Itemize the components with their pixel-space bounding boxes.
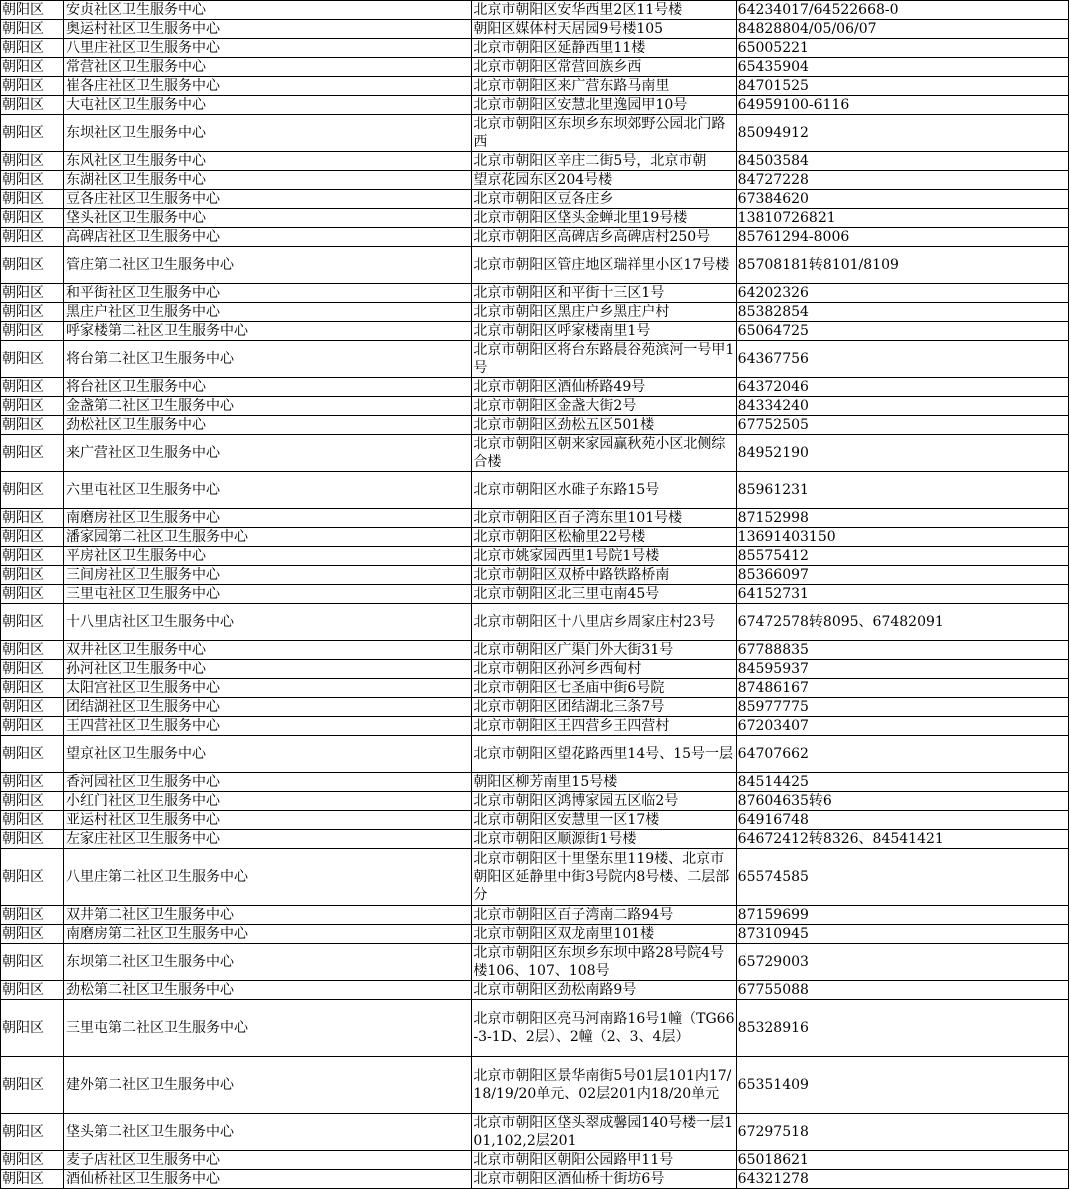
- table-row: [1, 604, 1069, 641]
- center-name-cell: 劲松社区卫生服务中心: [64, 416, 472, 435]
- center-name-cell: 南磨房社区卫生服务中心: [64, 509, 472, 528]
- district-cell: 朝阳区: [1, 1057, 64, 1114]
- phone-cell: 85366097: [736, 566, 1068, 585]
- phone-cell: 65064725: [736, 322, 1068, 341]
- table-row: [1, 303, 1069, 322]
- address-cell: 北京市朝阳区亮马河南路16号1幢（TG66-3-1D、2层）、2幢（2、3、4层）: [472, 1000, 736, 1057]
- center-name-cell: 团结湖社区卫生服务中心: [64, 698, 472, 717]
- district-cell: 朝阳区: [1, 284, 64, 303]
- phone-cell: 84514425: [736, 773, 1068, 792]
- center-name-cell: 潘家园第二社区卫生服务中心: [64, 528, 472, 547]
- district-cell: 朝阳区: [1, 585, 64, 604]
- center-name-cell: 黑庄户社区卫生服务中心: [64, 303, 472, 322]
- table-row: [1, 322, 1069, 341]
- district-cell: 朝阳区: [1, 830, 64, 849]
- center-name-cell: 金盏第二社区卫生服务中心: [64, 397, 472, 416]
- table-row: [1, 209, 1069, 228]
- phone-cell: 67384620: [736, 190, 1068, 209]
- phone-cell: 85575412: [736, 547, 1068, 566]
- district-cell: 朝阳区: [1, 509, 64, 528]
- center-name-cell: 东坝第二社区卫生服务中心: [64, 944, 472, 981]
- center-name-cell: 呼家楼第二社区卫生服务中心: [64, 322, 472, 341]
- center-name-cell: 太阳宫社区卫生服务中心: [64, 679, 472, 698]
- address-cell: 北京市朝阳区广渠门外大街31号: [472, 641, 736, 660]
- district-cell: 朝阳区: [1, 171, 64, 190]
- address-cell: 北京市朝阳区安华西里2区11号楼: [472, 1, 736, 20]
- district-cell: 朝阳区: [1, 472, 64, 509]
- table-row: [1, 1057, 1069, 1114]
- table-row: [1, 830, 1069, 849]
- phone-cell: 64372046: [736, 378, 1068, 397]
- center-name-cell: 垡头社区卫生服务中心: [64, 209, 472, 228]
- address-cell: 北京市朝阳区团结湖北三条7号: [472, 698, 736, 717]
- table-row: [1, 698, 1069, 717]
- district-cell: 朝阳区: [1, 679, 64, 698]
- address-cell: 北京市朝阳区东坝乡东坝中路28号院4号楼106、107、108号: [472, 944, 736, 981]
- phone-cell: 84334240: [736, 397, 1068, 416]
- phone-cell: 65018621: [736, 1151, 1068, 1170]
- district-cell: 朝阳区: [1, 20, 64, 39]
- phone-cell: 85382854: [736, 303, 1068, 322]
- address-cell: 北京市朝阳区金盏大街2号: [472, 397, 736, 416]
- address-cell: 北京市朝阳区和平街十三区1号: [472, 284, 736, 303]
- address-cell: 北京市朝阳区垡头金蝉北里19号楼: [472, 209, 736, 228]
- address-cell: 北京市朝阳区酒仙桥路49号: [472, 378, 736, 397]
- district-cell: 朝阳区: [1, 981, 64, 1000]
- district-cell: 朝阳区: [1, 416, 64, 435]
- address-cell: 北京市朝阳区辛庄二街5号，北京市朝: [472, 152, 736, 171]
- phone-cell: 65435904: [736, 58, 1068, 77]
- phone-cell: 87159699: [736, 906, 1068, 925]
- address-cell: 北京市朝阳区酒仙桥十街坊6号: [472, 1170, 736, 1189]
- district-cell: 朝阳区: [1, 77, 64, 96]
- phone-cell: 65574585: [736, 849, 1068, 906]
- table-row: [1, 717, 1069, 736]
- center-name-cell: 双井第二社区卫生服务中心: [64, 906, 472, 925]
- center-name-cell: 香河园社区卫生服务中心: [64, 773, 472, 792]
- center-name-cell: 亚运村社区卫生服务中心: [64, 811, 472, 830]
- address-cell: 北京市朝阳区东坝乡东坝郊野公园北门路西: [472, 115, 736, 152]
- address-cell: 北京市朝阳区百子湾东里101号楼: [472, 509, 736, 528]
- table-row: [1, 849, 1069, 906]
- district-cell: 朝阳区: [1, 322, 64, 341]
- district-cell: 朝阳区: [1, 849, 64, 906]
- district-cell: 朝阳区: [1, 547, 64, 566]
- phone-cell: 87152998: [736, 509, 1068, 528]
- district-cell: 朝阳区: [1, 435, 64, 472]
- table-row: [1, 341, 1069, 378]
- phone-cell: 13810726821: [736, 209, 1068, 228]
- table-row: [1, 660, 1069, 679]
- address-cell: 朝阳区柳芳南里15号楼: [472, 773, 736, 792]
- phone-cell: 85708181转8101/8109: [736, 247, 1068, 284]
- district-cell: 朝阳区: [1, 190, 64, 209]
- phone-cell: 67788835: [736, 641, 1068, 660]
- address-cell: 北京市朝阳区孙河乡西甸村: [472, 660, 736, 679]
- phone-cell: 67472578转8095、67482091: [736, 604, 1068, 641]
- district-cell: 朝阳区: [1, 228, 64, 247]
- table-row: [1, 472, 1069, 509]
- district-cell: 朝阳区: [1, 1151, 64, 1170]
- table-row: [1, 906, 1069, 925]
- phone-cell: 67297518: [736, 1114, 1068, 1151]
- phone-cell: 64959100-6116: [736, 96, 1068, 115]
- address-cell: 北京市朝阳区常营回族乡西: [472, 58, 736, 77]
- table-row: [1, 1, 1069, 20]
- phone-cell: 84952190: [736, 435, 1068, 472]
- center-name-cell: 来广营社区卫生服务中心: [64, 435, 472, 472]
- phone-cell: 84727228: [736, 171, 1068, 190]
- address-cell: 北京市朝阳区双龙南里101楼: [472, 925, 736, 944]
- table-row: [1, 152, 1069, 171]
- table-row: [1, 547, 1069, 566]
- table-row: [1, 944, 1069, 981]
- table-row: [1, 190, 1069, 209]
- center-name-cell: 东坝社区卫生服务中心: [64, 115, 472, 152]
- phone-cell: 64672412转8326、84541421: [736, 830, 1068, 849]
- table-row: [1, 1151, 1069, 1170]
- address-cell: 北京市朝阳区豆各庄乡: [472, 190, 736, 209]
- address-cell: 北京市朝阳区七圣庙中街6号院: [472, 679, 736, 698]
- center-name-cell: 八里庄第二社区卫生服务中心: [64, 849, 472, 906]
- district-cell: 朝阳区: [1, 378, 64, 397]
- address-cell: 北京市姚家园西里1号院1号楼: [472, 547, 736, 566]
- table-row: [1, 679, 1069, 698]
- address-cell: 北京市朝阳区双桥中路铁路桥南: [472, 566, 736, 585]
- district-cell: 朝阳区: [1, 717, 64, 736]
- table-row: [1, 925, 1069, 944]
- district-cell: 朝阳区: [1, 604, 64, 641]
- phone-cell: 87486167: [736, 679, 1068, 698]
- address-cell: 北京市朝阳区管庄地区瑞祥里小区17号楼: [472, 247, 736, 284]
- district-cell: 朝阳区: [1, 698, 64, 717]
- address-cell: 北京市朝阳区水碓子东路15号: [472, 472, 736, 509]
- address-cell: 北京市朝阳区北三里屯南45号: [472, 585, 736, 604]
- address-cell: 北京市朝阳区安慧北里逸园甲10号: [472, 96, 736, 115]
- table-row: [1, 736, 1069, 773]
- center-name-cell: 垡头第二社区卫生服务中心: [64, 1114, 472, 1151]
- district-cell: 朝阳区: [1, 641, 64, 660]
- table-row: [1, 811, 1069, 830]
- address-cell: 北京市朝阳区百子湾南二路94号: [472, 906, 736, 925]
- center-name-cell: 六里屯社区卫生服务中心: [64, 472, 472, 509]
- center-name-cell: 高碑店社区卫生服务中心: [64, 228, 472, 247]
- table-row: [1, 58, 1069, 77]
- phone-cell: 87604635转6: [736, 792, 1068, 811]
- address-cell: 北京市朝阳区来广营东路马南里: [472, 77, 736, 96]
- center-name-cell: 将台社区卫生服务中心: [64, 378, 472, 397]
- center-name-cell: 小红门社区卫生服务中心: [64, 792, 472, 811]
- phone-cell: 84828804/05/06/07: [736, 20, 1068, 39]
- center-name-cell: 王四营社区卫生服务中心: [64, 717, 472, 736]
- phone-cell: 65005221: [736, 39, 1068, 58]
- phone-cell: 64234017/64522668-0: [736, 1, 1068, 20]
- table-row: [1, 981, 1069, 1000]
- address-cell: 北京市朝阳区景华南街5号01层101内17/18/19/20单元、02层201内18/20单元: [472, 1057, 736, 1114]
- district-cell: 朝阳区: [1, 152, 64, 171]
- table-row: [1, 171, 1069, 190]
- phone-cell: 85961231: [736, 472, 1068, 509]
- table-row: [1, 435, 1069, 472]
- center-name-cell: 孙河社区卫生服务中心: [64, 660, 472, 679]
- district-cell: 朝阳区: [1, 773, 64, 792]
- phone-cell: 84595937: [736, 660, 1068, 679]
- address-cell: 北京市朝阳区朝来家园赢秋苑小区北侧综合楼: [472, 435, 736, 472]
- district-cell: 朝阳区: [1, 660, 64, 679]
- center-name-cell: 建外第二社区卫生服务中心: [64, 1057, 472, 1114]
- district-cell: 朝阳区: [1, 39, 64, 58]
- district-cell: 朝阳区: [1, 247, 64, 284]
- center-name-cell: 东风社区卫生服务中心: [64, 152, 472, 171]
- district-cell: 朝阳区: [1, 566, 64, 585]
- table-row: [1, 1114, 1069, 1151]
- center-name-cell: 三间房社区卫生服务中心: [64, 566, 472, 585]
- phone-cell: 64916748: [736, 811, 1068, 830]
- phone-cell: 64707662: [736, 736, 1068, 773]
- center-name-cell: 三里屯第二社区卫生服务中心: [64, 1000, 472, 1057]
- address-cell: 北京市朝阳区鸿博家园五区临2号: [472, 792, 736, 811]
- address-cell: 北京市朝阳区延静西里11楼: [472, 39, 736, 58]
- address-cell: 北京市朝阳区劲松五区501楼: [472, 416, 736, 435]
- phone-cell: 67203407: [736, 717, 1068, 736]
- table-row: [1, 20, 1069, 39]
- table-row: [1, 397, 1069, 416]
- center-name-cell: 和平街社区卫生服务中心: [64, 284, 472, 303]
- table-row: [1, 378, 1069, 397]
- table-row: [1, 39, 1069, 58]
- center-name-cell: 劲松第二社区卫生服务中心: [64, 981, 472, 1000]
- center-name-cell: 崔各庄社区卫生服务中心: [64, 77, 472, 96]
- phone-cell: 87310945: [736, 925, 1068, 944]
- address-cell: 北京市朝阳区安慧里一区17楼: [472, 811, 736, 830]
- district-cell: 朝阳区: [1, 341, 64, 378]
- address-cell: 北京市朝阳区十里堡东里119楼、北京市朝阳区延静里中街3号院内8号楼、二层部分: [472, 849, 736, 906]
- address-cell: 北京市朝阳区十八里店乡周家庄村23号: [472, 604, 736, 641]
- address-cell: 北京市朝阳区高碑店乡高碑店村250号: [472, 228, 736, 247]
- district-cell: 朝阳区: [1, 736, 64, 773]
- table-row: [1, 1000, 1069, 1057]
- table-row: [1, 509, 1069, 528]
- district-cell: 朝阳区: [1, 58, 64, 77]
- center-name-cell: 东湖社区卫生服务中心: [64, 171, 472, 190]
- district-cell: 朝阳区: [1, 1170, 64, 1189]
- district-cell: 朝阳区: [1, 906, 64, 925]
- district-cell: 朝阳区: [1, 792, 64, 811]
- district-cell: 朝阳区: [1, 397, 64, 416]
- table-row: [1, 96, 1069, 115]
- clinic-table-body: [1, 1, 1069, 1189]
- phone-cell: 65351409: [736, 1057, 1068, 1114]
- district-cell: 朝阳区: [1, 811, 64, 830]
- address-cell: 北京市朝阳区松榆里22号楼: [472, 528, 736, 547]
- table-row: [1, 792, 1069, 811]
- district-cell: 朝阳区: [1, 944, 64, 981]
- phone-cell: 64202326: [736, 284, 1068, 303]
- center-name-cell: 左家庄社区卫生服务中心: [64, 830, 472, 849]
- table-row: [1, 115, 1069, 152]
- district-cell: 朝阳区: [1, 1000, 64, 1057]
- center-name-cell: 酒仙桥社区卫生服务中心: [64, 1170, 472, 1189]
- phone-cell: 64367756: [736, 341, 1068, 378]
- table-row: [1, 1170, 1069, 1189]
- table-row: [1, 77, 1069, 96]
- address-cell: 北京市朝阳区朝阳公园路甲11号: [472, 1151, 736, 1170]
- table-row: [1, 528, 1069, 547]
- center-name-cell: 管庄第二社区卫生服务中心: [64, 247, 472, 284]
- phone-cell: 67752505: [736, 416, 1068, 435]
- district-cell: 朝阳区: [1, 925, 64, 944]
- center-name-cell: 三里屯社区卫生服务中心: [64, 585, 472, 604]
- phone-cell: 85977775: [736, 698, 1068, 717]
- address-cell: 北京市朝阳区望花路西里14号、15号一层: [472, 736, 736, 773]
- phone-cell: 64152731: [736, 585, 1068, 604]
- center-name-cell: 八里庄社区卫生服务中心: [64, 39, 472, 58]
- address-cell: 望京花园东区204号楼: [472, 171, 736, 190]
- phone-cell: 65729003: [736, 944, 1068, 981]
- phone-cell: 84503584: [736, 152, 1068, 171]
- center-name-cell: 大屯社区卫生服务中心: [64, 96, 472, 115]
- center-name-cell: 南磨房第二社区卫生服务中心: [64, 925, 472, 944]
- district-cell: 朝阳区: [1, 528, 64, 547]
- center-name-cell: 十八里店社区卫生服务中心: [64, 604, 472, 641]
- address-cell: 北京市朝阳区将台东路晨谷苑滨河一号甲1号: [473, 342, 735, 376]
- district-cell: 朝阳区: [1, 96, 64, 115]
- phone-cell: 85094912: [736, 115, 1068, 152]
- center-name-cell: 豆各庄社区卫生服务中心: [64, 190, 472, 209]
- district-cell: 朝阳区: [1, 115, 64, 152]
- phone-cell: 67755088: [736, 981, 1068, 1000]
- district-cell: 朝阳区: [1, 1, 64, 20]
- table-row: [1, 284, 1069, 303]
- center-name-cell: 安贞社区卫生服务中心: [64, 1, 472, 20]
- phone-cell: 85328916: [736, 1000, 1068, 1057]
- center-name-cell: 奥运村社区卫生服务中心: [64, 20, 472, 39]
- phone-cell: 13691403150: [736, 528, 1068, 547]
- phone-cell: 84701525: [736, 77, 1068, 96]
- center-name-cell: 麦子店社区卫生服务中心: [64, 1151, 472, 1170]
- table-row: [1, 228, 1069, 247]
- address-cell: 北京市朝阳区黑庄户乡黑庄户村: [472, 303, 736, 322]
- address-cell: 北京市朝阳区王四营乡王四营村: [472, 717, 736, 736]
- table-row: [1, 416, 1069, 435]
- district-cell: 朝阳区: [1, 1114, 64, 1151]
- table-row: [1, 773, 1069, 792]
- center-name-cell: 双井社区卫生服务中心: [64, 641, 472, 660]
- table-row: [1, 566, 1069, 585]
- table-row: [1, 247, 1069, 284]
- center-name-cell: 常营社区卫生服务中心: [64, 58, 472, 77]
- center-name-cell: 平房社区卫生服务中心: [64, 547, 472, 566]
- table-row: [1, 641, 1069, 660]
- address-cell: 北京市朝阳区劲松南路9号: [472, 981, 736, 1000]
- address-cell: 朝阳区媒体村天居园9号楼105: [472, 20, 736, 39]
- address-cell: 北京市朝阳区垡头翠成馨园140号楼一层101,102,2层201: [472, 1114, 736, 1151]
- district-cell: 朝阳区: [1, 303, 64, 322]
- district-cell: 朝阳区: [1, 209, 64, 228]
- center-name-cell: 望京社区卫生服务中心: [64, 736, 472, 773]
- phone-cell: 85761294-8006: [736, 228, 1068, 247]
- phone-cell: 64321278: [736, 1170, 1068, 1189]
- center-name-cell: 将台第二社区卫生服务中心: [64, 341, 472, 378]
- address-cell: 北京市朝阳区呼家楼南里1号: [472, 322, 736, 341]
- address-cell: 北京市朝阳区顺源街1号楼: [472, 830, 736, 849]
- table-row: [1, 585, 1069, 604]
